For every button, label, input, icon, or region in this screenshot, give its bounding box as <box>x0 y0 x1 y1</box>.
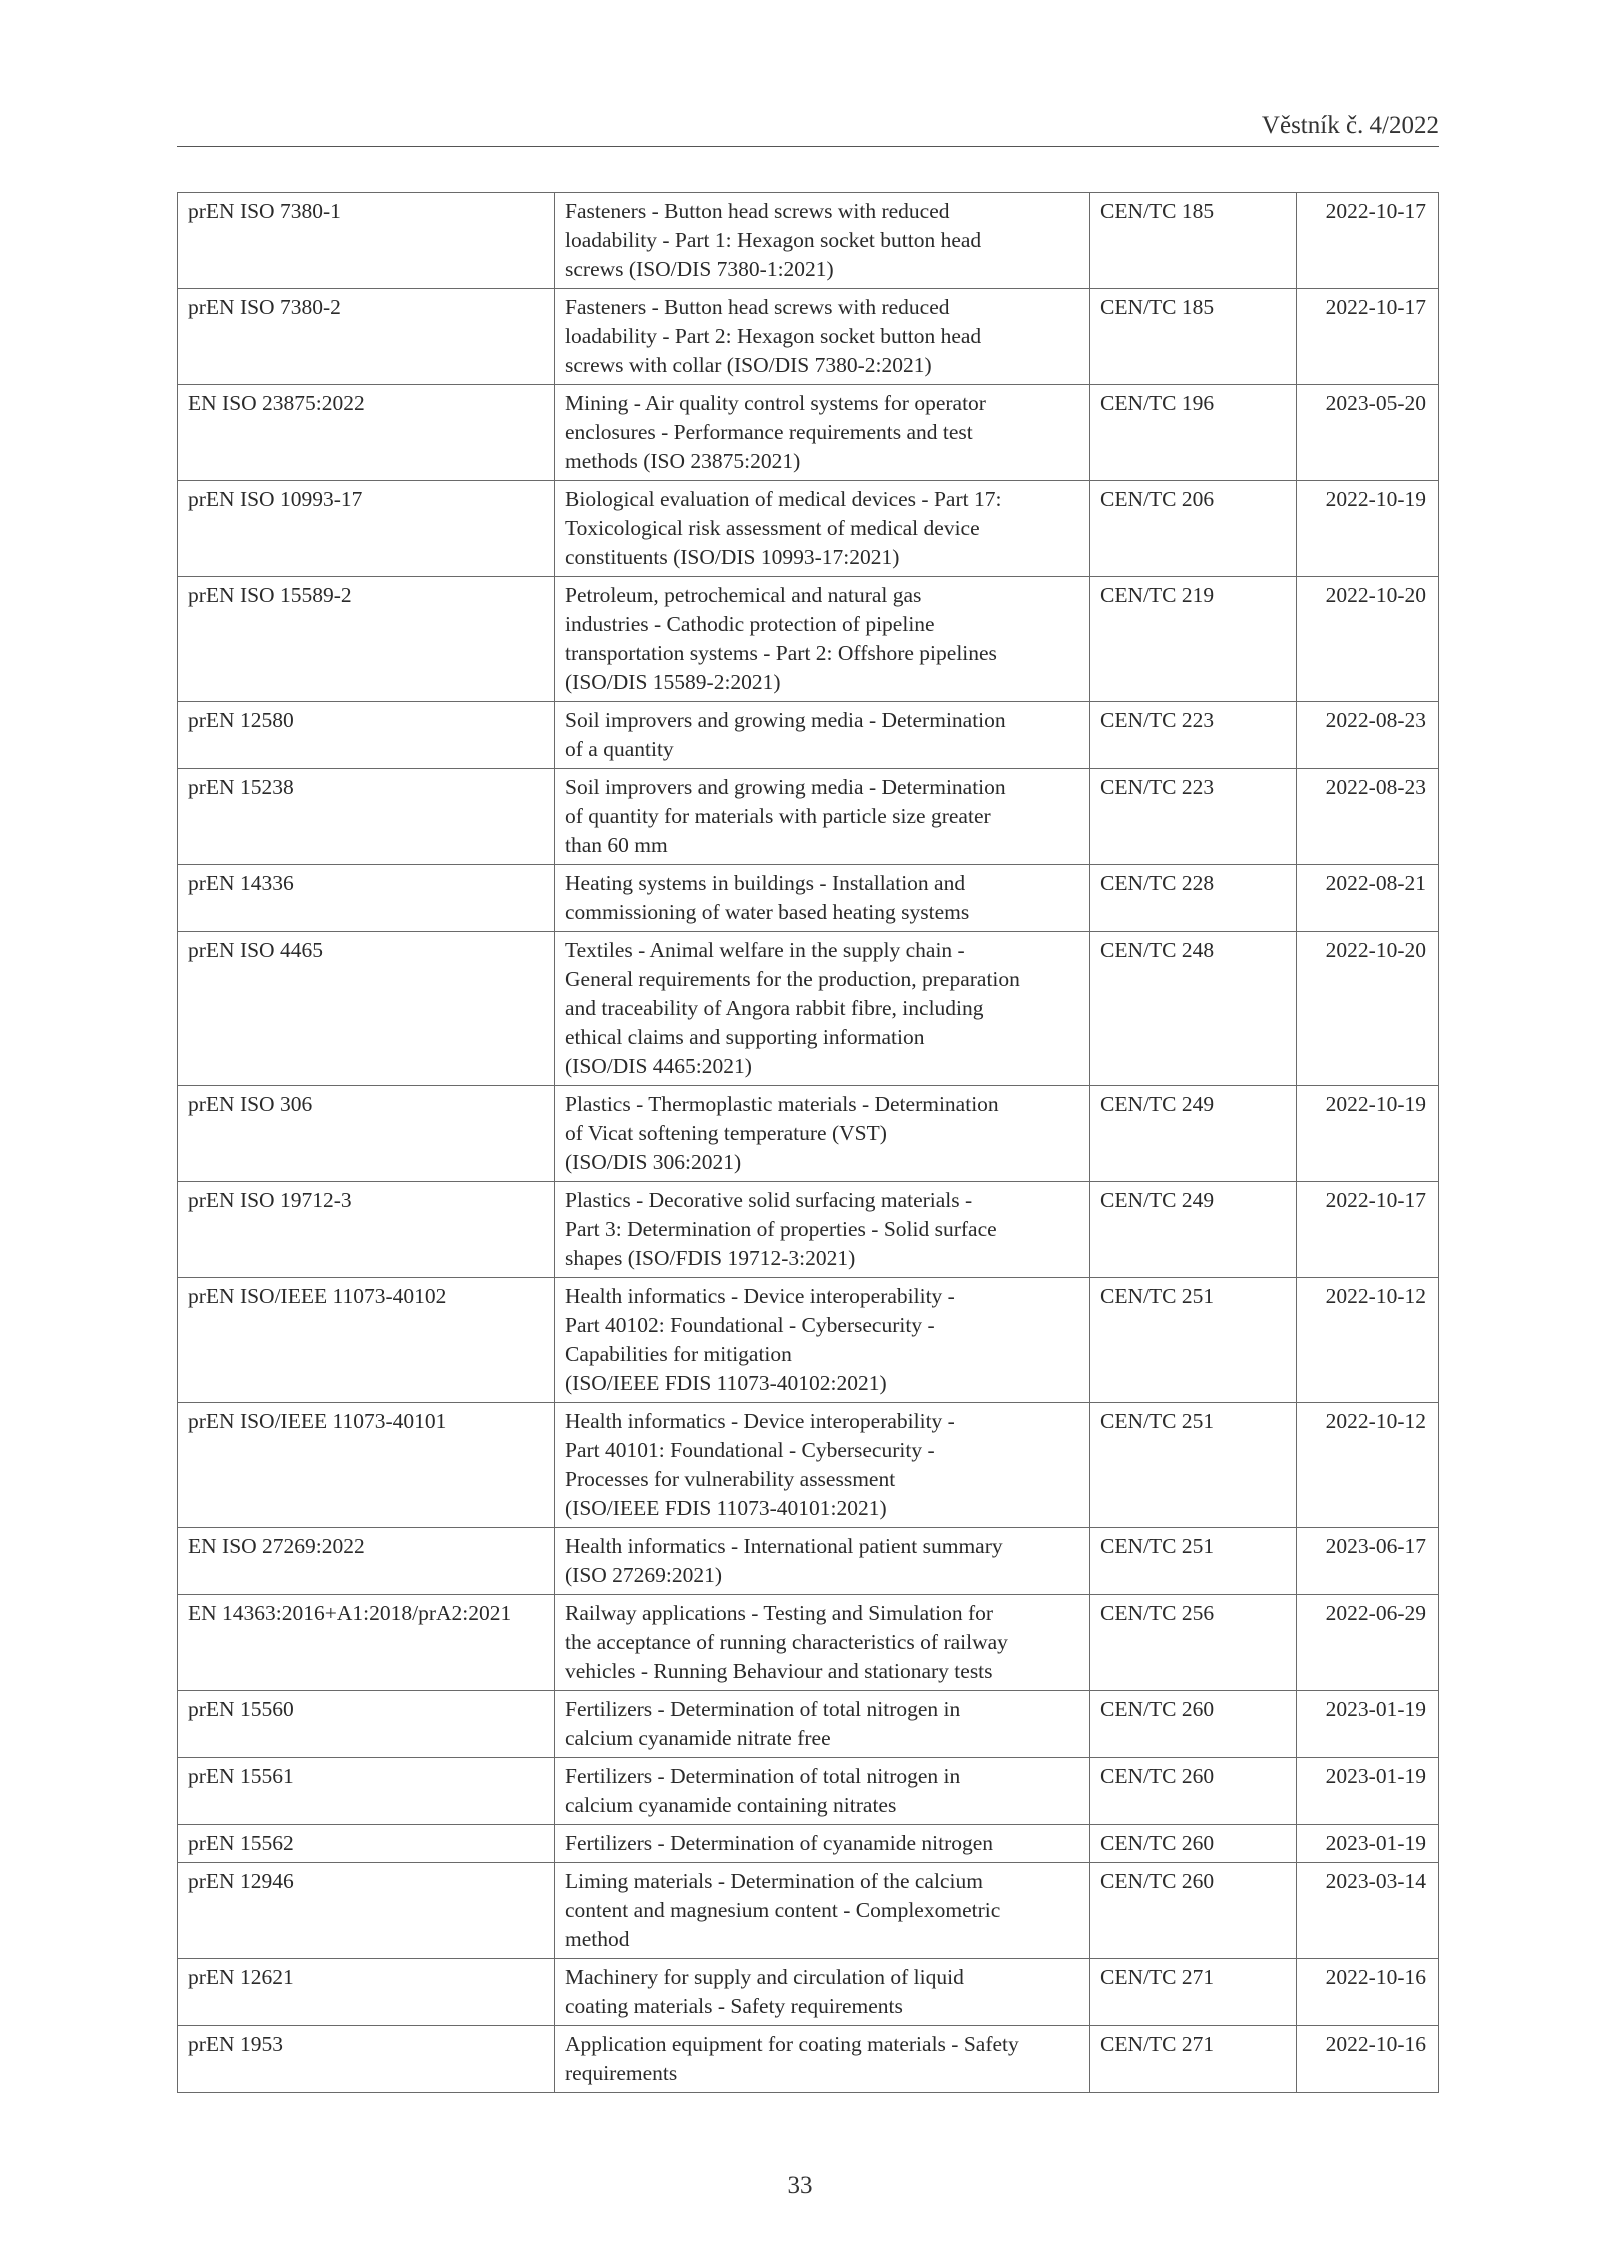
standard-title-line: constituents (ISO/DIS 10993-17:2021) <box>565 545 900 569</box>
table-row <box>178 1595 1439 1691</box>
standard-title-line: loadability - Part 1: Hexagon socket button head <box>565 228 982 252</box>
table-row <box>178 1691 1439 1758</box>
date-cell: 2022-10-12 <box>1297 1278 1439 1403</box>
standard-title-line: (ISO/IEEE FDIS 11073-40101:2021) <box>565 1496 887 1520</box>
standard-title-line: Fertilizers - Determination of total nitrogen in <box>565 1764 961 1788</box>
standard-title-line: Fertilizers - Determination of cyanamide nitrogen <box>565 1831 994 1855</box>
standard-title-line: Plastics - Decorative solid surfacing materials - <box>565 1188 973 1212</box>
standard-code-cell: prEN 15562 <box>178 1825 555 1863</box>
standard-title-line: vehicles - Running Behaviour and stationary tests <box>565 1659 993 1683</box>
standard-title-line: (ISO 27269:2021) <box>565 1563 723 1587</box>
table-row <box>178 289 1439 385</box>
table-row <box>178 932 1439 1086</box>
table-row <box>178 865 1439 932</box>
standard-code-cell: prEN ISO 4465 <box>178 932 555 1086</box>
standard-title-line: Toxicological risk assessment of medical device <box>565 516 980 540</box>
standard-title-line: Soil improvers and growing media - Determination <box>565 708 1006 732</box>
date-cell: 2022-10-17 <box>1297 289 1439 385</box>
standards-table-body <box>178 193 1439 2093</box>
standard-title-line: commissioning of water based heating systems <box>565 900 970 924</box>
standard-title-line: General requirements for the production, preparation <box>565 967 1020 991</box>
date-cell: 2022-10-12 <box>1297 1403 1439 1528</box>
standard-title-cell <box>555 1758 1090 1825</box>
standard-title-cell <box>555 1595 1090 1691</box>
standard-title-line: Part 40101: Foundational - Cybersecurity - <box>565 1438 935 1462</box>
standard-title-cell <box>555 702 1090 769</box>
technical-committee-cell: CEN/TC 251 <box>1090 1278 1297 1403</box>
standard-title-line: Health informatics - Device interoperability - <box>565 1409 955 1433</box>
date-cell: 2023-01-19 <box>1297 1758 1439 1825</box>
standard-code-cell: EN 14363:2016+A1:2018/prA2:2021 <box>178 1595 555 1691</box>
table-row <box>178 702 1439 769</box>
standard-code-cell: prEN ISO 306 <box>178 1086 555 1182</box>
table-row <box>178 2026 1439 2093</box>
standard-title-line: (ISO/DIS 306:2021) <box>565 1150 742 1174</box>
standard-code-cell: prEN ISO 7380-1 <box>178 193 555 289</box>
standard-title-line: requirements <box>565 2061 678 2085</box>
standard-title-line: and traceability of Angora rabbit fibre, including <box>565 996 984 1020</box>
standard-code-cell: prEN 14336 <box>178 865 555 932</box>
standard-title-line: the acceptance of running characteristics of railway <box>565 1630 1008 1654</box>
standard-title-line: Textiles - Animal welfare in the supply chain - <box>565 938 965 962</box>
technical-committee-cell: CEN/TC 260 <box>1090 1758 1297 1825</box>
standard-code-cell: prEN 12580 <box>178 702 555 769</box>
standard-title-line: of Vicat softening temperature (VST) <box>565 1121 887 1145</box>
standard-title-line: Fertilizers - Determination of total nitrogen in <box>565 1697 961 1721</box>
standard-title-line: Machinery for supply and circulation of liquid <box>565 1965 964 1989</box>
technical-committee-cell: CEN/TC 260 <box>1090 1825 1297 1863</box>
standard-title-line: calcium cyanamide nitrate free <box>565 1726 831 1750</box>
standard-code-cell: prEN 1953 <box>178 2026 555 2093</box>
standard-title-cell <box>555 1086 1090 1182</box>
date-cell: 2023-03-14 <box>1297 1863 1439 1959</box>
standard-title-cell <box>555 1863 1090 1959</box>
standard-title-line: content and magnesium content - Complexometric <box>565 1898 1001 1922</box>
standard-title-line: transportation systems - Part 2: Offshore pipelines <box>565 641 997 665</box>
standard-title-line: Liming materials - Determination of the calcium <box>565 1869 983 1893</box>
technical-committee-cell: CEN/TC 228 <box>1090 865 1297 932</box>
standard-code-cell: prEN 12946 <box>178 1863 555 1959</box>
date-cell: 2022-06-29 <box>1297 1595 1439 1691</box>
journal-title: Věstník č. 4/2022 <box>1261 112 1439 139</box>
page-number: 33 <box>787 2172 813 2199</box>
standard-title-line: enclosures - Performance requirements and test <box>565 420 973 444</box>
date-cell: 2022-10-16 <box>1297 2026 1439 2093</box>
standard-title-line: Application equipment for coating materials - Safety <box>565 2032 1019 2056</box>
standard-code-cell: prEN 15238 <box>178 769 555 865</box>
standard-title-line: coating materials - Safety requirements <box>565 1994 903 2018</box>
technical-committee-cell: CEN/TC 185 <box>1090 289 1297 385</box>
date-cell: 2022-08-21 <box>1297 865 1439 932</box>
standard-code-cell: prEN ISO 10993-17 <box>178 481 555 577</box>
standard-title-line: loadability - Part 2: Hexagon socket button head <box>565 324 982 348</box>
standard-title-line: methods (ISO 23875:2021) <box>565 449 801 473</box>
standard-title-line: Capabilities for mitigation <box>565 1342 792 1366</box>
table-row <box>178 1863 1439 1959</box>
standard-title-line: ethical claims and supporting information <box>565 1025 925 1049</box>
date-cell: 2023-06-17 <box>1297 1528 1439 1595</box>
standard-title-cell <box>555 481 1090 577</box>
standard-title-cell <box>555 932 1090 1086</box>
date-cell: 2022-10-20 <box>1297 577 1439 702</box>
date-cell: 2022-10-20 <box>1297 932 1439 1086</box>
standard-title-line: Part 3: Determination of properties - Solid surface <box>565 1217 997 1241</box>
date-cell: 2022-08-23 <box>1297 769 1439 865</box>
technical-committee-cell: CEN/TC 196 <box>1090 385 1297 481</box>
standard-title-line: Fasteners - Button head screws with reduced <box>565 295 950 319</box>
technical-committee-cell: CEN/TC 249 <box>1090 1182 1297 1278</box>
standard-code-cell: prEN ISO 19712-3 <box>178 1182 555 1278</box>
standard-title-line: Railway applications - Testing and Simulation for <box>565 1601 994 1625</box>
standard-code-cell: prEN ISO 15589-2 <box>178 577 555 702</box>
technical-committee-cell: CEN/TC 223 <box>1090 769 1297 865</box>
standard-title-line: Processes for vulnerability assessment <box>565 1467 896 1491</box>
date-cell: 2023-05-20 <box>1297 385 1439 481</box>
standard-title-cell <box>555 385 1090 481</box>
date-cell: 2022-08-23 <box>1297 702 1439 769</box>
standard-title-line: Part 40102: Foundational - Cybersecurity - <box>565 1313 935 1337</box>
standard-code-cell: prEN ISO 7380-2 <box>178 289 555 385</box>
standard-code-cell: prEN 15560 <box>178 1691 555 1758</box>
date-cell: 2022-10-19 <box>1297 1086 1439 1182</box>
standard-title-line: shapes (ISO/FDIS 19712-3:2021) <box>565 1246 856 1270</box>
technical-committee-cell: CEN/TC 260 <box>1090 1863 1297 1959</box>
technical-committee-cell: CEN/TC 251 <box>1090 1403 1297 1528</box>
standard-title-line: Plastics - Thermoplastic materials - Determination <box>565 1092 999 1116</box>
standard-title-line: of quantity for materials with particle size greater <box>565 804 991 828</box>
technical-committee-cell: CEN/TC 256 <box>1090 1595 1297 1691</box>
standard-title-line: (ISO/IEEE FDIS 11073-40102:2021) <box>565 1371 887 1395</box>
standard-title-line: (ISO/DIS 15589-2:2021) <box>565 670 781 694</box>
standard-title-cell <box>555 2026 1090 2093</box>
table-row <box>178 1528 1439 1595</box>
technical-committee-cell: CEN/TC 223 <box>1090 702 1297 769</box>
standard-title-line: industries - Cathodic protection of pipeline <box>565 612 935 636</box>
standard-title-line: than 60 mm <box>565 833 668 857</box>
standard-title-cell <box>555 1528 1090 1595</box>
standard-title-line: screws (ISO/DIS 7380-1:2021) <box>565 257 834 281</box>
standard-title-cell <box>555 1278 1090 1403</box>
table-row <box>178 577 1439 702</box>
standard-title-line: (ISO/DIS 4465:2021) <box>565 1054 752 1078</box>
standard-code-cell: prEN ISO/IEEE 11073-40102 <box>178 1278 555 1403</box>
table-row <box>178 1182 1439 1278</box>
standard-title-line: Health informatics - Device interoperability - <box>565 1284 955 1308</box>
standard-title-line: of a quantity <box>565 737 674 761</box>
standard-title-line: calcium cyanamide containing nitrates <box>565 1793 897 1817</box>
standard-title-cell <box>555 577 1090 702</box>
table-row <box>178 193 1439 289</box>
standard-title-cell <box>555 289 1090 385</box>
technical-committee-cell: CEN/TC 251 <box>1090 1528 1297 1595</box>
standard-title-cell <box>555 193 1090 289</box>
standard-title-cell <box>555 769 1090 865</box>
table-row <box>178 1403 1439 1528</box>
table-row <box>178 1825 1439 1863</box>
technical-committee-cell: CEN/TC 271 <box>1090 1959 1297 2026</box>
standard-title-line: Fasteners - Button head screws with reduced <box>565 199 950 223</box>
date-cell: 2022-10-17 <box>1297 193 1439 289</box>
standard-title-cell <box>555 1182 1090 1278</box>
technical-committee-cell: CEN/TC 260 <box>1090 1691 1297 1758</box>
standard-title-line: Biological evaluation of medical devices - Part 17: <box>565 487 1002 511</box>
standard-title-line: method <box>565 1927 630 1951</box>
table-row <box>178 1758 1439 1825</box>
table-row <box>178 1086 1439 1182</box>
technical-committee-cell: CEN/TC 249 <box>1090 1086 1297 1182</box>
date-cell: 2023-01-19 <box>1297 1691 1439 1758</box>
technical-committee-cell: CEN/TC 206 <box>1090 481 1297 577</box>
standard-title-cell <box>555 1959 1090 2026</box>
standard-code-cell: prEN 15561 <box>178 1758 555 1825</box>
standard-title-line: Mining - Air quality control systems for operator <box>565 391 986 415</box>
standard-code-cell: prEN 12621 <box>178 1959 555 2026</box>
date-cell: 2022-10-19 <box>1297 481 1439 577</box>
technical-committee-cell: CEN/TC 248 <box>1090 932 1297 1086</box>
technical-committee-cell: CEN/TC 271 <box>1090 2026 1297 2093</box>
standards-table <box>177 192 1439 2093</box>
standard-title-line: Soil improvers and growing media - Determination <box>565 775 1006 799</box>
date-cell: 2022-10-16 <box>1297 1959 1439 2026</box>
page-header <box>177 110 1439 147</box>
date-cell: 2022-10-17 <box>1297 1182 1439 1278</box>
standard-code-cell: EN ISO 27269:2022 <box>178 1528 555 1595</box>
standard-title-cell <box>555 1691 1090 1758</box>
standard-title-line: Health informatics - International patient summary <box>565 1534 1003 1558</box>
technical-committee-cell: CEN/TC 219 <box>1090 577 1297 702</box>
standard-code-cell: EN ISO 23875:2022 <box>178 385 555 481</box>
table-row <box>178 769 1439 865</box>
standard-title-line: Heating systems in buildings - Installation and <box>565 871 966 895</box>
date-cell: 2023-01-19 <box>1297 1825 1439 1863</box>
standard-title-cell <box>555 865 1090 932</box>
standard-title-cell <box>555 1403 1090 1528</box>
standard-title-line: screws with collar (ISO/DIS 7380-2:2021) <box>565 353 932 377</box>
standard-title-cell <box>555 1825 1090 1863</box>
table-row <box>178 1278 1439 1403</box>
table-row <box>178 385 1439 481</box>
table-row <box>178 481 1439 577</box>
standard-code-cell: prEN ISO/IEEE 11073-40101 <box>178 1403 555 1528</box>
technical-committee-cell: CEN/TC 185 <box>1090 193 1297 289</box>
standard-title-line: Petroleum, petrochemical and natural gas <box>565 583 922 607</box>
table-row <box>178 1959 1439 2026</box>
